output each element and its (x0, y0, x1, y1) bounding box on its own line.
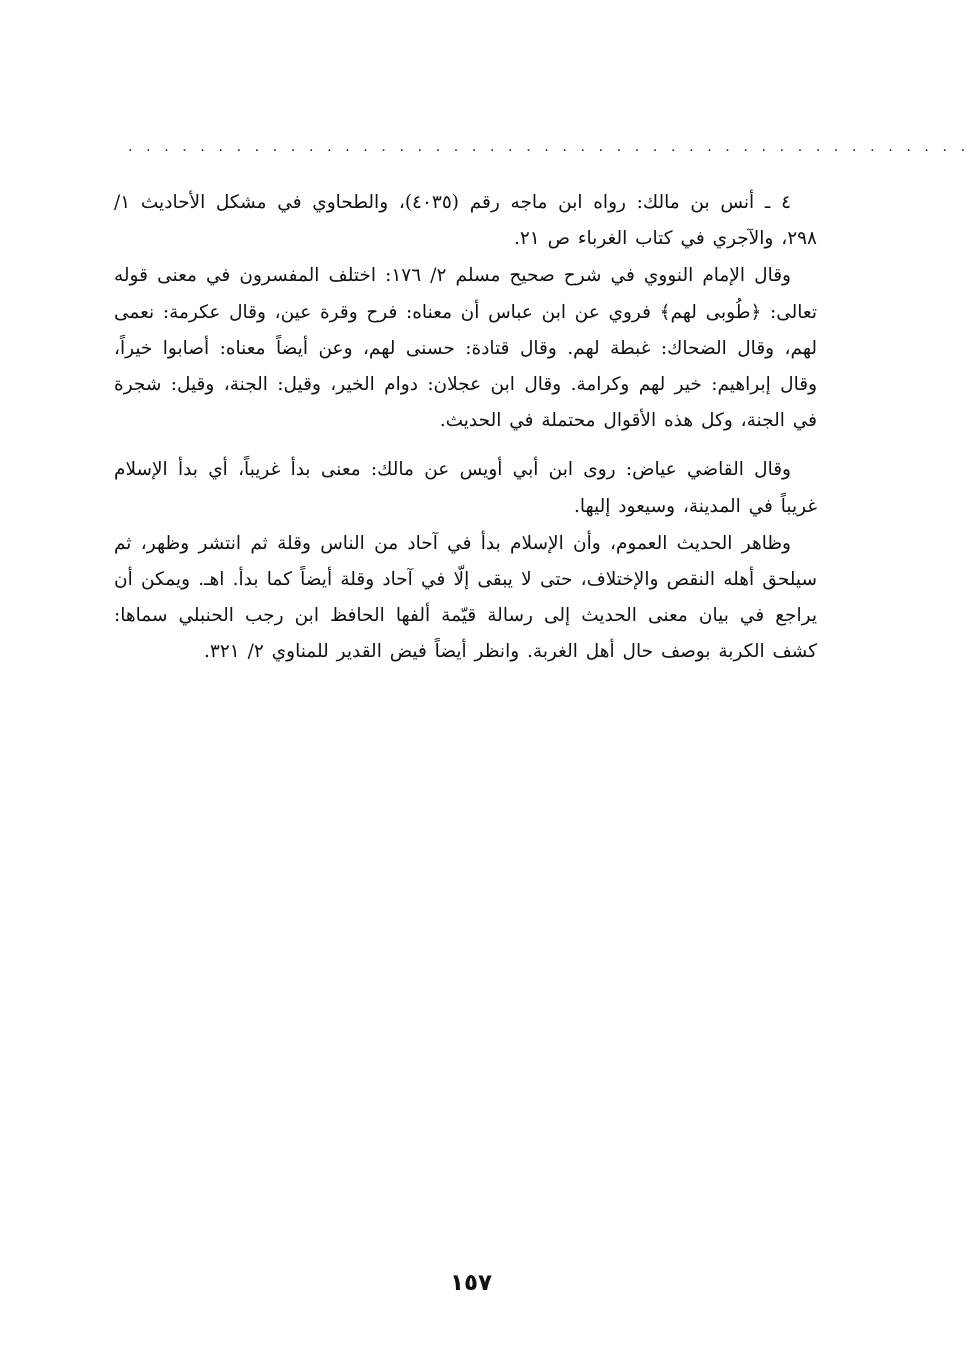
footnote-body (114, 185, 817, 672)
footnote-paragraph: وظاهر الحديث العموم، وأن الإسلام بدأ في آحاد من الناس وقلة ثم انتشر وظهر، ثم سيلحق أهله النقص والإختلاف، حتى لا يبقى إلّا في آحاد وقلة أيضاً كما بدأ. اهـ. ويمكن أن يراجع في بيان معنى الحديث إلى رسالة قيّمة ألفها الحافظ ابن رجب الحنبلي سماها: كشف الكربة بوصف حال أهل الغربة. وانظر أيضاً فيض القدير للمناوي ٢/ ٣٢١. (114, 532, 817, 663)
page-number: ١٥٧ (449, 1270, 493, 1296)
footnote-paragraph: ٤ ـ أنس بن مالك: رواه ابن ماجه رقم (٤٠٣٥)، والطحاوي في مشكل الأحاديث ١/ ٢٩٨، والآجري في كتاب الغرباء ص ٢١. (114, 192, 817, 250)
footnote-paragraph: وقال القاضي عياض: روى ابن أبي أويس عن مالك: معنى بدأ غريباً، أي بدأ الإسلام غريباً في المدينة، وسيعود إليها. (114, 459, 817, 517)
footnote-paragraph: وقال الإمام النووي في شرح صحيح مسلم ٢/ ١٧٦: اختلف المفسرون في معنى قوله تعالى: ﴿طُوبى لهم﴾ فروي عن ابن عباس أن معناه: فرح وقرة عين، وقال عكرمة: نعمى لهم، وقال الضحاك: غبطة لهم. وقال قتادة: حسنى لهم، وعن أيضاً معناه: أصابوا خيراً، وقال إبراهيم: خير لهم وكرامة. وقال ابن عجلان: دوام الخير، وقيل: الجنة، وقيل: شجرة في الجنة، وكل هذه الأقوال محتملة في الحديث. (114, 265, 817, 432)
footnote-separator: . . . . . . . . . . . . . . . . . . . . . . . . . . . . . . . . . . . . . . . . . . . . . . . (128, 139, 970, 155)
